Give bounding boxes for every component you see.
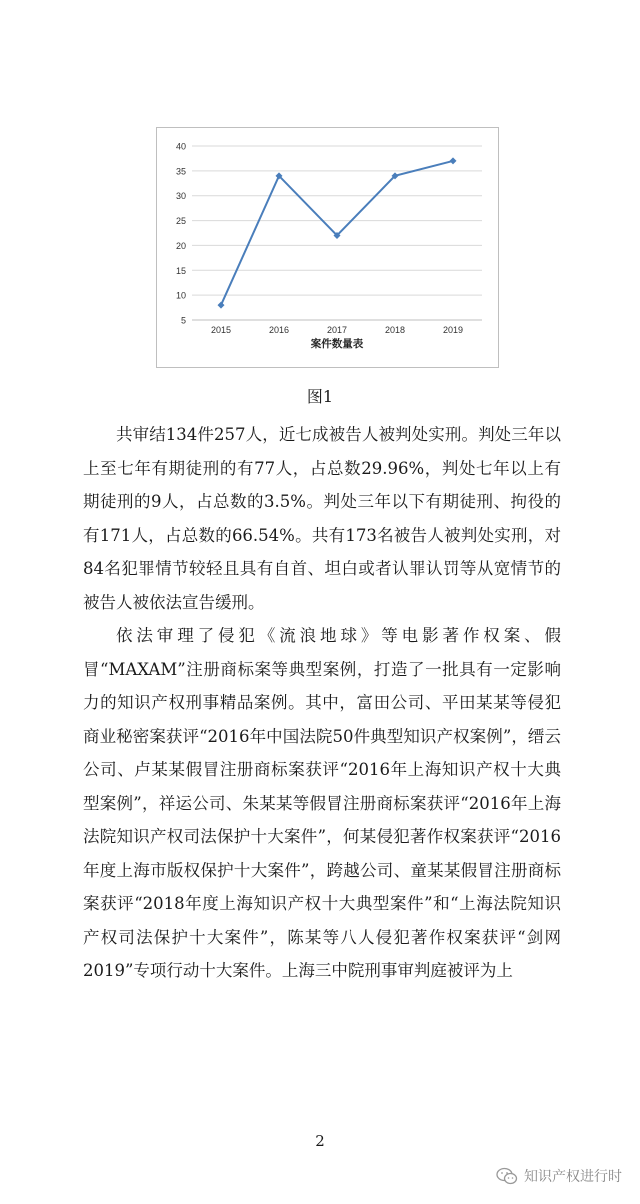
- y-tick-label: 20: [175, 240, 186, 251]
- wechat-icon: [496, 1167, 518, 1185]
- y-tick-label: 15: [175, 265, 186, 276]
- y-tick-label: 30: [175, 191, 186, 202]
- chart-frame: [156, 127, 499, 368]
- paragraph-1: 共审结134件257人，近七成被告人被判处实刑。判处三年以上至七年有期徒刑的有77人，占总数29.96%，判处七年以上有期徒刑的9人，占总数的3.5%。判处三年以下有期徒刑、拘役的有171人，占总数的66.54%。共有173名被告人被判处实刑，对84名犯罪情节较轻且具有自首、坦白或者认罪认罚等从宽情节的被告人被依法宣告缓刑。: [83, 425, 561, 612]
- body-text: [83, 418, 561, 988]
- y-tick-label: 10: [175, 290, 186, 301]
- y-tick-label: 40: [175, 141, 186, 152]
- data-point: [450, 157, 457, 164]
- watermark: [496, 1166, 622, 1186]
- y-tick-label: 25: [175, 216, 186, 227]
- x-tick-label: 2016: [268, 325, 290, 335]
- x-tick-label: 2018: [384, 325, 406, 335]
- data-point: [218, 302, 225, 309]
- x-axis-title: 案件数量表: [310, 338, 364, 350]
- line-chart: [157, 128, 498, 367]
- x-tick-label: 2017: [326, 325, 348, 335]
- y-tick-label: 35: [175, 166, 186, 177]
- y-tick-label: 5: [180, 315, 186, 326]
- x-tick-label: 2015: [210, 325, 232, 335]
- paragraph-2: 依法审理了侵犯《流浪地球》等电影著作权案、假冒“MAXAM”注册商标案等典型案例，打造了一批具有一定影响力的知识产权刑事精品案例。其中，富田公司、平田某某等侵犯商业秘密案获评“2016年中国法院50件典型知识产权案例”，缙云公司、卢某某假冒注册商标案获评“2016年上海知识产权十大典型案例”，祥运公司、朱某某等假冒注册商标案获评“2016年上海法院知识产权司法保护十大案件”，何某侵犯著作权案获评“2016年度上海市版权保护十大案件”，跨越公司、童某某假冒注册商标案获评“2018年度上海知识产权十大典型案件”和“上海法院知识产权司法保护十大案件”，陈某等八人侵犯著作权案获评“剑网2019”专项行动十大案件。上海三中院刑事审判庭被评为上: [83, 626, 561, 980]
- x-tick-label: 2019: [442, 325, 464, 335]
- figure-caption: 图1: [306, 387, 334, 406]
- watermark-text: 知识产权进行时: [524, 1169, 622, 1185]
- page-number: 2: [315, 1132, 325, 1150]
